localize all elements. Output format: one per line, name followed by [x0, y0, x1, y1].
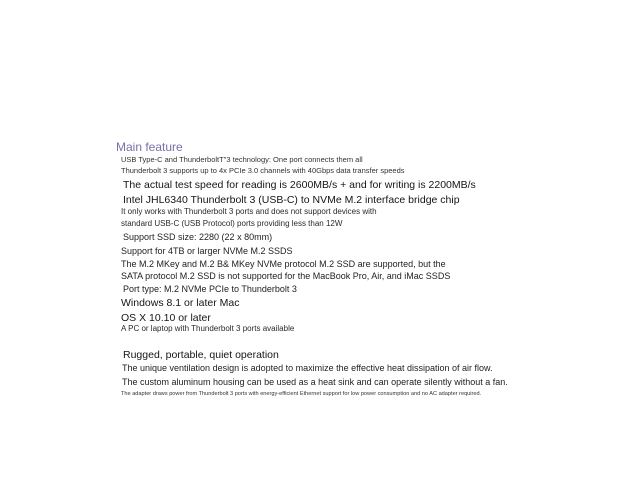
rugged-heading: Rugged, portable, quiet operation	[123, 349, 279, 361]
feature-line: A PC or laptop with Thunderbolt 3 ports available	[121, 324, 295, 333]
main-feature-heading: Main feature	[116, 140, 183, 154]
feature-line: USB Type-C and ThunderboltT"3 technology: One port connects them all	[121, 155, 363, 164]
feature-line: Thunderbolt 3 supports up to 4x PCIe 3.0 channels with 40Gbps data transfer speeds	[121, 166, 405, 175]
feature-line: Support for 4TB or larger NVMe M.2 SSDS	[121, 246, 293, 256]
feature-line: It only works with Thunderbolt 3 ports and does not support devices with	[121, 207, 377, 216]
feature-line: The actual test speed for reading is 2600MB/s + and for writing is 2200MB/s	[123, 179, 476, 191]
feature-line: Port type: M.2 NVMe PCIe to Thunderbolt 3	[123, 284, 297, 294]
rugged-footnote: The adapter draws power from Thunderbolt 3 ports with energy-efficient Ethernet support for low power consumption and no AC adapter required.	[121, 391, 482, 397]
feature-line: The M.2 MKey and M.2 B& MKey NVMe protocol M.2 SSD are supported, but the	[121, 259, 446, 269]
feature-line: Support SSD size: 2280 (22 x 80mm)	[123, 232, 273, 242]
rugged-line: The unique ventilation design is adopted to maximize the effective heat dissipation of air flow.	[122, 363, 493, 373]
feature-line: SATA protocol M.2 SSD is not supported for the MacBook Pro, Air, and iMac SSDS	[121, 271, 451, 281]
rugged-line: The custom aluminum housing can be used as a heat sink and can operate silently without a fan.	[122, 377, 508, 387]
feature-line: OS X 10.10 or later	[121, 312, 211, 324]
feature-line: Intel JHL6340 Thunderbolt 3 (USB-C) to NVMe M.2 interface bridge chip	[123, 194, 460, 206]
feature-line: Windows 8.1 or later Mac	[121, 297, 240, 309]
feature-line: standard USB-C (USB Protocol) ports providing less than 12W	[121, 219, 343, 228]
